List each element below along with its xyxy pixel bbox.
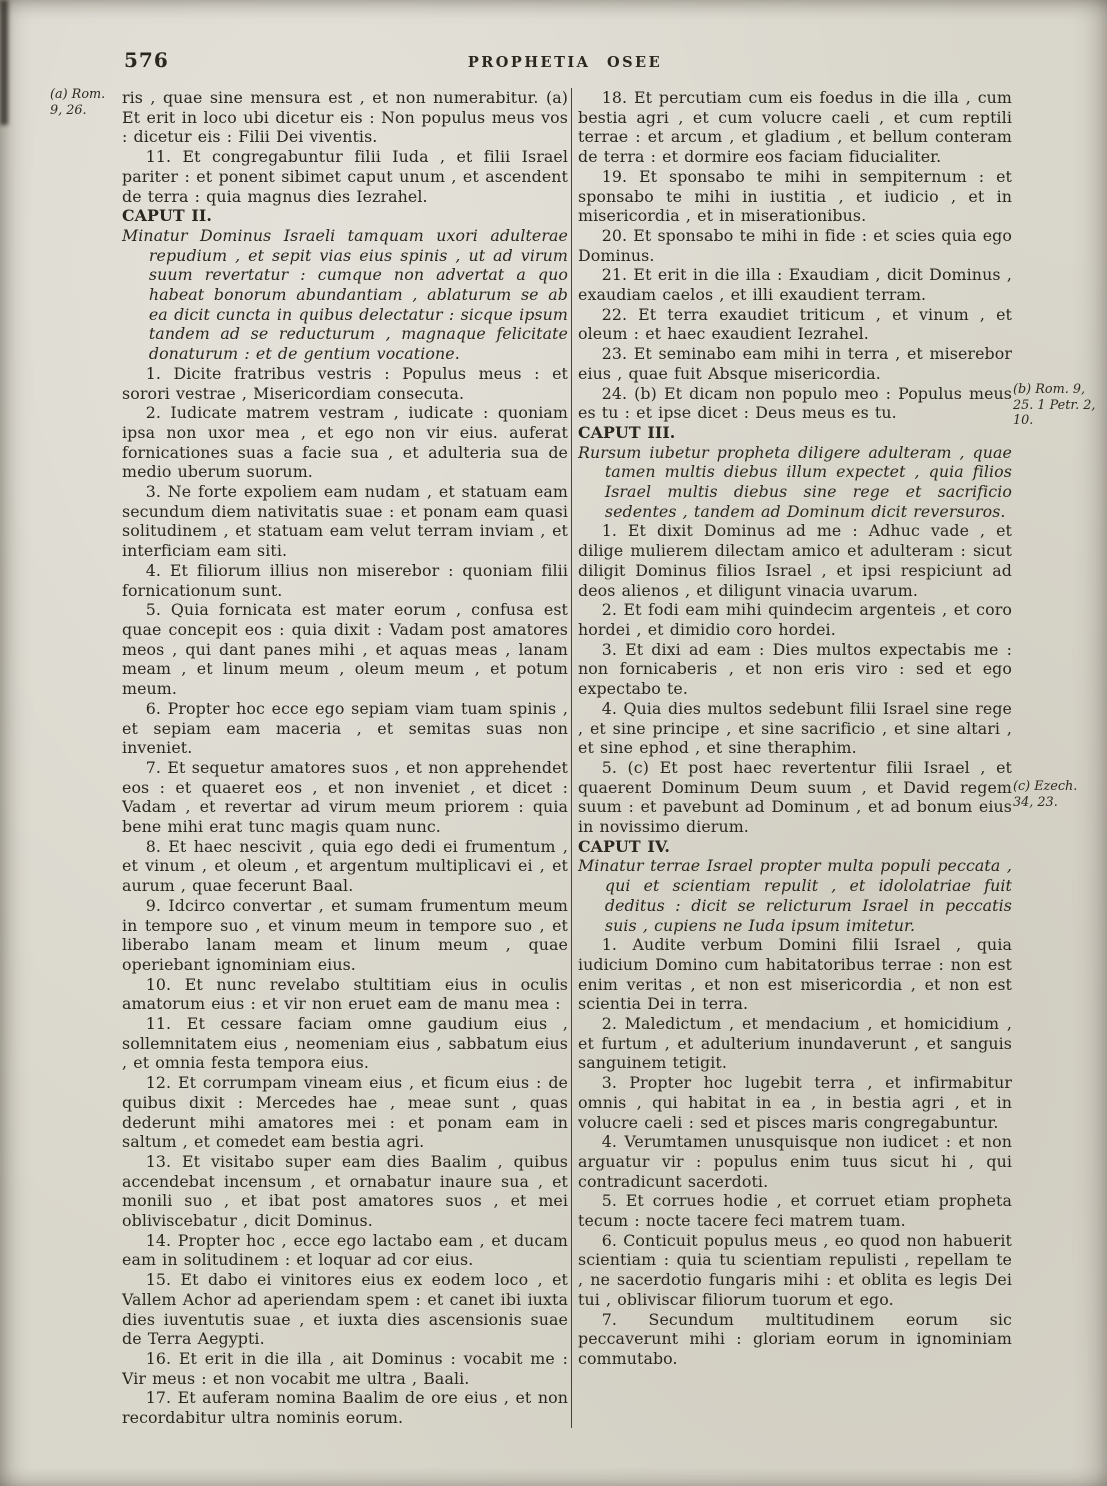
verse-paragraph: 5. Et corrues hodie , et corruet etiam propheta tecum : nocte tacere feci matrem tuam. [578,1191,1012,1231]
page-number: 576 [124,48,169,72]
chapter-argument: Rursum iubetur propheta diligere adulteram , quae tamen multis diebus illum expectet , quia filios Israel multis diebus sine rege et sacrificio sedentes , tandem ad Dominum dicit reversuros. [578,442,1012,521]
running-title: PROPHETIA OSEE [467,54,663,71]
verse-paragraph: 23. Et seminabo eam mihi in terra , et miserebor eius , quae fuit Absque misericordia. [578,344,1012,383]
verse-paragraph: 15. Et dabo ei vinitores eius ex eodem loco , et Vallem Achor ad aperiendam spem : et canet ibi iuxta dies iuventutis suae , et iuxta dies ascensionis suae de Terra Aegypti. [122,1270,568,1349]
verse-paragraph: 1. Et dixit Dominus ad me : Adhuc vade , et dilige mulierem dilectam amico et adulteram : sicut diligit Dominus filios Israel , et ipsi respiciunt ad deos alienos , et diligunt vinacia uvarum. [578,521,1012,600]
margin-note-line: 34, 23. [1013,794,1058,810]
verse-paragraph: 19. Et sponsabo te mihi in sempiternum : et sponsabo te mihi in iustitia , et iudicio , et in misericordia , et in miserationibus. [578,166,1012,226]
verse-paragraph: 1. Dicite fratribus vestris : Populus meus : et sorori vestrae , Misericordiam consecuta. [122,363,568,403]
verse-paragraph: 11. Et congregabuntur filii Iuda , et filii Israel pariter : et ponent sibimet caput unum , et ascendent de terra : quia magnus dies Iezrahel. [122,147,568,206]
verse-paragraph: 18. Et percutiam cum eis foedus in die illa , cum bestia agri , et cum volucre caeli , et cum reptili terrae : et arcum , et gladium , et bellum conteram de terra : et dormire eos faciam fiducialiter. [578,88,1012,167]
verse-paragraph: 4. Et filiorum illius non miserebor : quoniam filii fornicationum sunt. [122,560,568,600]
right-column [578,88,1012,1428]
verse-paragraph: 21. Et erit in die illa : Exaudiam , dicit Dominus , exaudiam caelos , et illi exaudient terram. [578,265,1012,305]
verse-paragraph: 20. Et sponsabo te mihi in fide : et scies quia ego Dominus. [578,225,1012,265]
verse-paragraph: 7. Et sequetur amatores suos , et non apprehendet eos : et quaeret eos , et non inveniet , et dicet : Vadam , et revertar ad virum meum priorem : quia bene mihi erat tunc magis quam nunc. [122,757,568,837]
margin-note-a [50,87,122,118]
verse-paragraph: 6. Propter hoc ecce ego sepiam viam tuam spinis , et sepiam eam maceria , et semitas suas non inveniet. [122,698,568,758]
chapter-heading: CAPUT II. [122,206,212,226]
verse-paragraph: 17. Et auferam nomina Baalim de ore eius , et non recordabitur ultra nominis eorum. [122,1388,568,1428]
verse-paragraph: 24. (b) Et dicam non populo meo : Populus meus es tu : et ipse dicet : Deus meus es tu. [578,383,1012,423]
verse-paragraph: 3. Ne forte expoliem eam nudam , et statuam eam secundum diem nativitatis suae : et ponam eam quasi solitudinem , et statuam eam velut terram inviam , et interficiam eam siti. [122,482,568,561]
verse-paragraph: 3. Et dixi ad eam : Dies multos expectabis me : non fornicaberis , et non eris viro : sed et ego expectabo te. [578,639,1012,699]
margin-note-line: (c) Ezech. [1013,779,1078,794]
verse-paragraph: 12. Et corrumpam vineam eius , et ficum eius : de quibus dixit : Mercedes hae , meae sunt , quas dederunt mihi amatores mei : et ponam eam in saltum , et comedet eam bestia agri. [122,1073,568,1152]
margin-note-line: (b) Rom. 9, [1013,382,1086,397]
verse-paragraph: 6. Conticuit populus meus , eo quod non habuerit scientiam : quia tu scientiam repulisti , repellam te , ne sacerdotio fungaris mihi : et oblita es legis Dei tui , obliviscar filiorum tuorum et ego. [578,1230,1012,1309]
column-divider-rule [571,88,572,1428]
verse-paragraph: 2. Et fodi eam mihi quindecim argenteis , et coro hordei , et dimidio coro hordei. [578,600,1012,639]
verse-paragraph: 5. (c) Et post haec revertentur filii Israel , et quaerent Dominum Deum suum , et David regem suum : et pavebunt ad Dominum , et ad bonum eius in novissimo dierum. [578,757,1012,837]
text-block [122,88,1012,1428]
margin-note-c [1013,779,1103,810]
verse-paragraph: 16. Et erit in die illa , ait Dominus : vocabit me : Vir meus : et non vocabit me ultra , Baali. [122,1349,568,1388]
verse-paragraph: 14. Propter hoc , ecce ego lactabo eam , et ducam eam in solitudinem : et loquar ad cor eius. [122,1230,568,1270]
continuation-paragraph: ris , quae sine mensura est , et non numerabitur. (a) Et erit in loco ubi dicetur eis : Non populus meus vos : dicetur eis : Filii Dei viventis. [122,88,568,147]
verse-paragraph: 2. Iudicate matrem vestram , iudicate : quoniam ipsa non uxor mea , et ego non vir eius. auferat fornicationes suas a facie sua , et adulteria sua de medio uberum suorum. [122,403,568,482]
chapter-heading: CAPUT III. [578,422,676,442]
verse-paragraph: 4. Verumtamen unusquisque non iudicet : et non arguatur vir : populus enim tuus sicut hi , qui contradicunt sacerdoti. [578,1132,1012,1191]
verse-paragraph: 9. Idcirco convertar , et sumam frumentum meum in tempore suo , et vinum meum in tempore suo , et liberabo lanam meam et linum meum , quae operiebant ignominiam eius. [122,895,568,974]
chapter-argument: Minatur terrae Israel propter multa populi peccata , qui et scientiam repulit , et idololatriae fuit deditus : dicit se relicturum Israel in peccatis suis , cupiens ne Iuda ipsum imitetur. [578,856,1012,935]
chapter-heading: CAPUT IV. [578,836,671,856]
verse-paragraph: 11. Et cessare faciam omne gaudium eius , sollemnitatem eius , neomeniam eius , sabbatum eius , et omnia festa tempora eius. [122,1014,568,1073]
left-column [122,88,568,1428]
verse-paragraph: 2. Maledictum , et mendacium , et homicidium , et furtum , et adulterium inundaverunt , et sanguis sanguinem tetigit. [578,1014,1012,1073]
verse-paragraph: 5. Quia fornicata est mater eorum , confusa est quae concepit eos : quia dixit : Vadam post amatores meos , qui dant panes mihi , et aquas meas , lanam meam , et linum meum , oleum meum , et potum meum. [122,600,568,699]
verse-paragraph: 4. Quia dies multos sedebunt filii Israel sine rege , et sine principe , et sine sacrificio , et sine altari , et sine ephod , et sine theraphim. [578,698,1012,758]
margin-note-b [1013,382,1103,429]
verse-paragraph: 3. Propter hoc lugebit terra , et infirmabitur omnis , qui habitat in ea , in bestia agri , et in volucre caeli : sed et pisces maris congregabuntur. [578,1073,1012,1132]
verse-paragraph: 1. Audite verbum Domini filii Israel , quia iudicium Domino cum habitatoribus terrae : non est enim veritas , et non est misericordia , et non est scientia Dei in terra. [578,935,1012,1014]
verse-paragraph: 13. Et visitabo super eam dies Baalim , quibus accendebat incensum , et ornabatur inaure sua , et monili suo , et ibat post amatores suos , et mei obliviscebatur , dicit Dominus. [122,1151,568,1231]
page-edge-shadow [0,0,8,125]
verse-paragraph: 7. Secundum multitudinem eorum sic peccaverunt mihi : gloriam eorum in ignominiam commutabo. [578,1309,1012,1368]
margin-note-line: 9, 26. [50,102,87,118]
verse-paragraph: 22. Et terra exaudiet triticum , et vinum , et oleum : et haec exaudient Iezrahel. [578,304,1012,344]
chapter-argument: Minatur Dominus Israeli tamquam uxori adulterae repudium , et sepit vias eius spinis , ut ad virum suum revertatur : cumque non advertat a quo habeat bonorum abundantiam , ablaturum se ab ea dicit cuncta in quibus delectatur : sicque ipsum tandem ad se reducturum , magnaque felicitate donaturum : et de gentium vocatione. [122,225,568,364]
margin-note-line: 25. 1 Petr. 2, [1013,397,1096,413]
margin-note-line: (a) Rom. [50,87,106,102]
verse-paragraph: 8. Et haec nescivit , quia ego dedi ei frumentum , et vinum , et oleum , et argentum multiplicavi ei , et aurum , quae fecerunt Baal. [122,836,568,896]
verse-paragraph: 10. Et nunc revelabo stultitiam eius in oculis amatorum eius : et vir non eruet eam de manu mea : [122,974,568,1014]
margin-note-line: 10. [1013,413,1034,428]
